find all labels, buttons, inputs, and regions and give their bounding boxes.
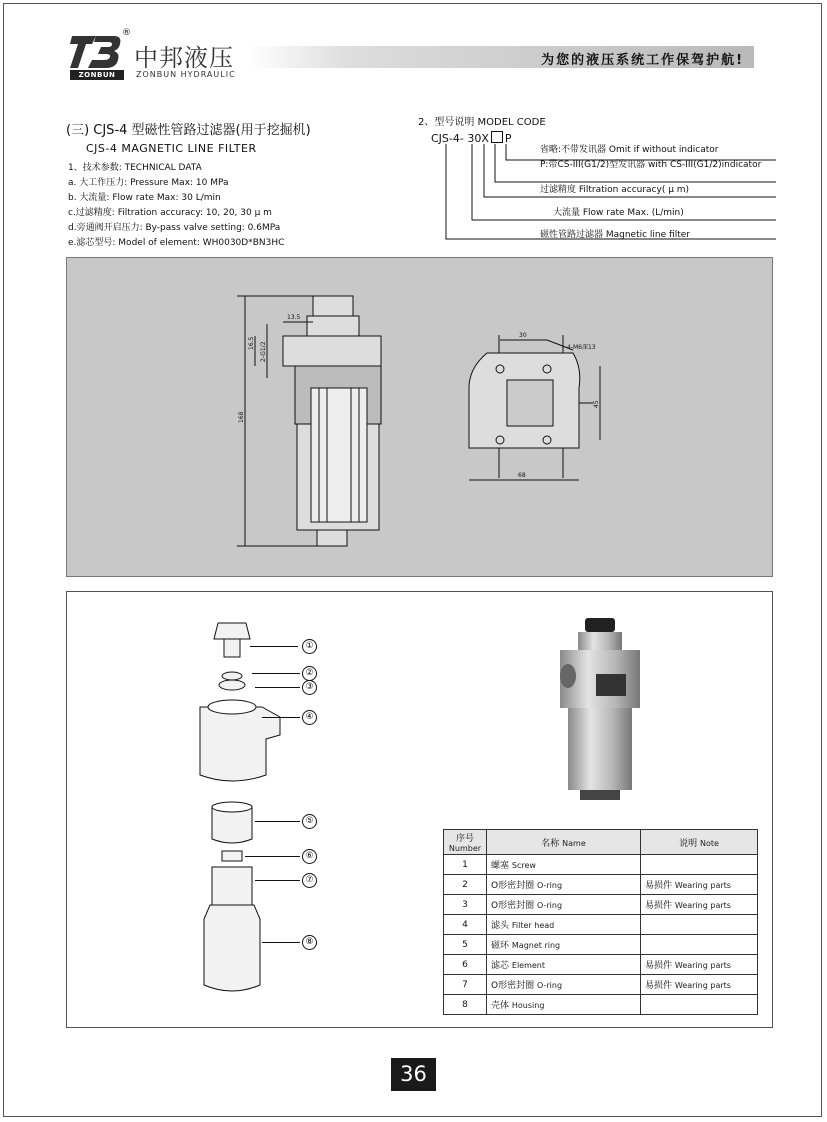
model-code-suffix: P bbox=[504, 132, 512, 145]
table-row bbox=[444, 895, 758, 915]
callout-3: ③ bbox=[302, 680, 317, 695]
parts-table bbox=[443, 829, 758, 1015]
part-name-cn: 壳体 bbox=[491, 1001, 510, 1011]
callout-5: ⑤ bbox=[302, 814, 317, 829]
part-number: 6 bbox=[444, 955, 487, 975]
slogan-bar bbox=[248, 46, 754, 68]
part-number: 8 bbox=[444, 995, 487, 1015]
part-note bbox=[641, 935, 758, 955]
table-row bbox=[444, 855, 758, 875]
part-note bbox=[641, 855, 758, 875]
header-note-cn: 说明 bbox=[679, 838, 698, 849]
callout-leader bbox=[255, 687, 300, 688]
part-note bbox=[641, 955, 758, 975]
part-number: 7 bbox=[444, 975, 487, 995]
dim-168: 168 bbox=[238, 411, 245, 423]
model-code-label: 大流量 Flow rate Max. (L/min) bbox=[553, 208, 684, 218]
model-code-label: 过滤精度 Filtration accuracy( μ m) bbox=[540, 185, 690, 195]
part-note-en: Wearing parts bbox=[674, 901, 731, 910]
callout-leader bbox=[245, 856, 300, 857]
part-note bbox=[641, 995, 758, 1015]
part-name-cn: 螺塞 bbox=[491, 861, 510, 871]
product-title-cn: (三) CJS-4 型磁性管路过滤器(用于挖掘机) bbox=[66, 123, 311, 138]
header-number bbox=[444, 830, 487, 855]
spec-line: 1、技术参数: TECHNICAL DATA bbox=[68, 163, 202, 173]
part-name bbox=[487, 955, 641, 975]
callout-8: ⑧ bbox=[302, 935, 317, 950]
callout-4: ④ bbox=[302, 710, 317, 725]
part-name bbox=[487, 915, 641, 935]
part-name-en: O-ring bbox=[536, 901, 563, 910]
part-note bbox=[641, 875, 758, 895]
part-number: 1 bbox=[444, 855, 487, 875]
part-number: 5 bbox=[444, 935, 487, 955]
spec-line: e.滤芯型号: Model of element: WH0030D*BN3HC bbox=[68, 238, 285, 248]
part-name-en: Filter head bbox=[511, 921, 555, 930]
callout-leader bbox=[255, 821, 300, 822]
part-name bbox=[487, 895, 641, 915]
table-row bbox=[444, 995, 758, 1015]
part-name-cn: O形密封圈 bbox=[491, 881, 535, 891]
header-number-cn: 序号 bbox=[455, 833, 474, 844]
model-code-label: 磁性管路过滤器 Magnetic line filter bbox=[540, 230, 690, 240]
callout-2: ② bbox=[302, 666, 317, 681]
part-name bbox=[487, 935, 641, 955]
header-note-en: Note bbox=[699, 838, 719, 848]
part-name bbox=[487, 875, 641, 895]
dim-45: 45 bbox=[593, 400, 600, 408]
spec-line: d.旁通阀开启压力: By-pass valve setting: 0.6MPa bbox=[68, 223, 281, 233]
callout-leader bbox=[262, 942, 300, 943]
spec-line: a. 大工作压力: Pressure Max: 10 MPa bbox=[68, 178, 229, 188]
technical-data bbox=[68, 161, 284, 251]
model-code-heading: 2、型号说明 MODEL CODE bbox=[418, 117, 546, 128]
part-note-en: Wearing parts bbox=[674, 961, 731, 970]
filter-cross-section-drawing bbox=[67, 258, 774, 578]
part-name bbox=[487, 975, 641, 995]
callout-6: ⑥ bbox=[302, 849, 317, 864]
dim-port: 2-G1/2 bbox=[260, 341, 267, 362]
part-note-cn: 易损件 bbox=[645, 981, 673, 991]
dim-13-5: 13.5 bbox=[287, 314, 301, 321]
header-note bbox=[641, 830, 758, 855]
registered-mark: ® bbox=[122, 28, 131, 38]
table-row bbox=[444, 915, 758, 935]
zonbun-logo-icon bbox=[70, 32, 124, 70]
part-name-en: Housing bbox=[511, 1001, 545, 1010]
table-row bbox=[444, 875, 758, 895]
part-note-cn: 易损件 bbox=[645, 961, 673, 971]
brand-name-en: ZONBUN HYDRAULIC bbox=[136, 70, 236, 79]
dim-16-5: 16.5 bbox=[248, 336, 255, 350]
part-name-en: Screw bbox=[511, 861, 536, 870]
model-code-prefix: CJS-4- 30X bbox=[431, 132, 489, 145]
part-number: 2 bbox=[444, 875, 487, 895]
part-name-en: Magnet ring bbox=[511, 941, 561, 950]
table-header-row bbox=[444, 830, 758, 855]
dim-bolt: 4-M6深13 bbox=[567, 344, 596, 351]
filter-product-photo bbox=[550, 614, 655, 804]
part-note-en: Wearing parts bbox=[674, 881, 731, 890]
callout-leader bbox=[250, 646, 298, 647]
part-note-cn: 易损件 bbox=[645, 881, 673, 891]
dim-30: 30 bbox=[519, 332, 527, 339]
header-number-en: Number bbox=[448, 843, 482, 853]
part-name-en: O-ring bbox=[536, 981, 563, 990]
slogan-text: 为您的液压系统工作保驾护航! bbox=[541, 53, 744, 68]
part-name-cn: 滤芯 bbox=[491, 961, 510, 971]
callout-7: ⑦ bbox=[302, 873, 317, 888]
header-name-cn: 名称 bbox=[541, 838, 560, 849]
part-number: 4 bbox=[444, 915, 487, 935]
product-title-en: CJS-4 MAGNETIC LINE FILTER bbox=[86, 142, 257, 155]
model-code-label: 省略:不带发讯器 Omit if without indicator bbox=[540, 145, 719, 155]
part-name bbox=[487, 855, 641, 875]
table-row bbox=[444, 935, 758, 955]
part-name-cn: O形密封圈 bbox=[491, 901, 535, 911]
technical-drawing-panel bbox=[66, 257, 773, 577]
callout-1: ① bbox=[302, 639, 317, 654]
part-name-cn: O形密封圈 bbox=[491, 981, 535, 991]
part-number: 3 bbox=[444, 895, 487, 915]
header-name-en: Name bbox=[562, 838, 586, 848]
part-note bbox=[641, 915, 758, 935]
model-code-label: P:带CS-III(G1/2)型发讯器 with CS-III(G1/2)indicator bbox=[540, 160, 762, 170]
table-row bbox=[444, 955, 758, 975]
part-note-en: Wearing parts bbox=[674, 981, 731, 990]
part-name-cn: 滤头 bbox=[491, 921, 510, 931]
part-note bbox=[641, 975, 758, 995]
brand-name-cn: 中邦液压 bbox=[134, 44, 234, 72]
spec-line: c.过滤精度: Filtration accuracy: 10, 20, 30 μ m bbox=[68, 208, 272, 218]
part-note bbox=[641, 895, 758, 915]
logo-band-text: ZONBUN bbox=[70, 70, 124, 80]
part-name-en: O-ring bbox=[536, 881, 563, 890]
part-name-en: Element bbox=[511, 961, 546, 970]
table-row bbox=[444, 975, 758, 995]
spec-line: b. 大流量: Flow rate Max: 30 L/min bbox=[68, 193, 221, 203]
part-name-cn: 磁环 bbox=[491, 941, 510, 951]
part-note-cn: 易损件 bbox=[645, 901, 673, 911]
callout-leader bbox=[255, 880, 300, 881]
header-name bbox=[487, 830, 641, 855]
part-name bbox=[487, 995, 641, 1015]
callout-leader bbox=[262, 717, 300, 718]
callout-leader bbox=[252, 673, 300, 674]
page-number: 36 bbox=[391, 1058, 436, 1091]
dim-68: 68 bbox=[518, 472, 526, 479]
